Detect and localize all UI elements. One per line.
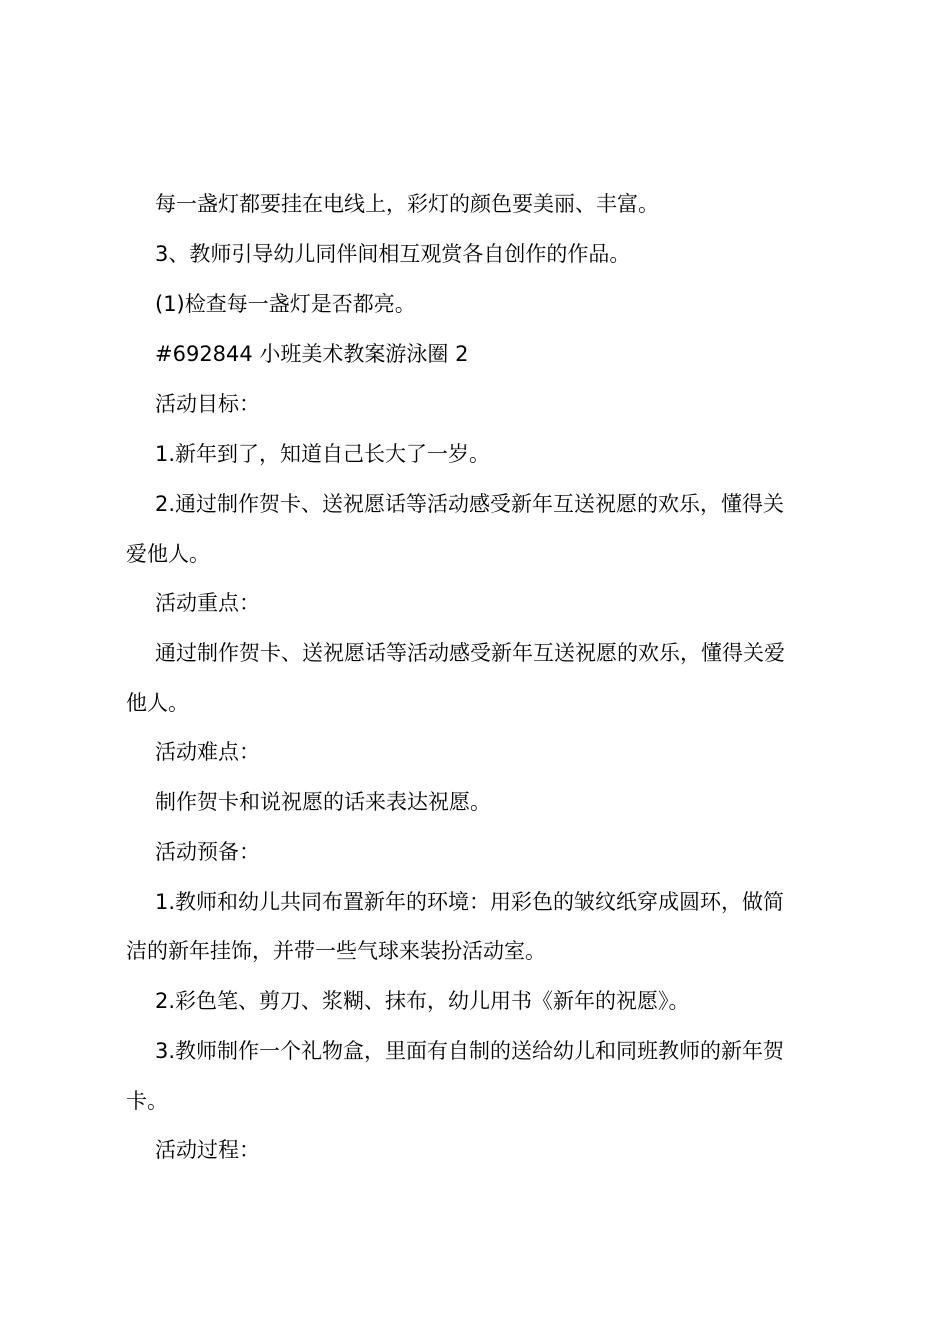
subheading: 活动目标： [155, 392, 260, 416]
paragraph-line: 3、教师引导幼儿同伴间相互观赏各自创作的作品。 [155, 242, 631, 266]
paragraph-line: 洁的新年挂饰，并带一些气球来装扮活动室。 [126, 939, 546, 963]
paragraph-line: 每一盏灯都要挂在电线上，彩灯的颜色要美丽、丰富。 [155, 192, 659, 216]
paragraph-line: 2.通过制作贺卡、送祝愿话等活动感受新年互送祝愿的欢乐，懂得关 [155, 492, 785, 516]
subheading: 活动过程： [155, 1138, 260, 1162]
paragraph-line: 2.彩色笔、剪刀、浆糊、抹布，幼儿用书《新年的祝愿》。 [155, 989, 690, 1013]
subheading: 活动重点： [155, 591, 260, 615]
subheading: 活动预备： [155, 840, 260, 864]
section-heading: #692844 小班美术教案游泳圈 2 [155, 342, 469, 366]
paragraph-line: 通过制作贺卡、送祝愿话等活动感受新年互送祝愿的欢乐，懂得关爱 [155, 641, 785, 665]
paragraph-line: 3.教师制作一个礼物盒，里面有自制的送给幼儿和同班教师的新年贺 [155, 1039, 785, 1063]
paragraph-line: 爱他人。 [126, 542, 210, 566]
paragraph-line: (1)检查每一盏灯是否都亮。 [155, 292, 416, 316]
paragraph-line: 他人。 [126, 691, 189, 715]
subheading: 活动难点： [155, 740, 260, 764]
paragraph-line: 制作贺卡和说祝愿的话来表达祝愿。 [155, 790, 491, 814]
paragraph-line: 卡。 [126, 1089, 168, 1113]
paragraph-line: 1.新年到了，知道自己长大了一岁。 [155, 442, 491, 466]
paragraph-line: 1.教师和幼儿共同布置新年的环境：用彩色的皱纹纸穿成圆环，做简 [155, 890, 785, 914]
